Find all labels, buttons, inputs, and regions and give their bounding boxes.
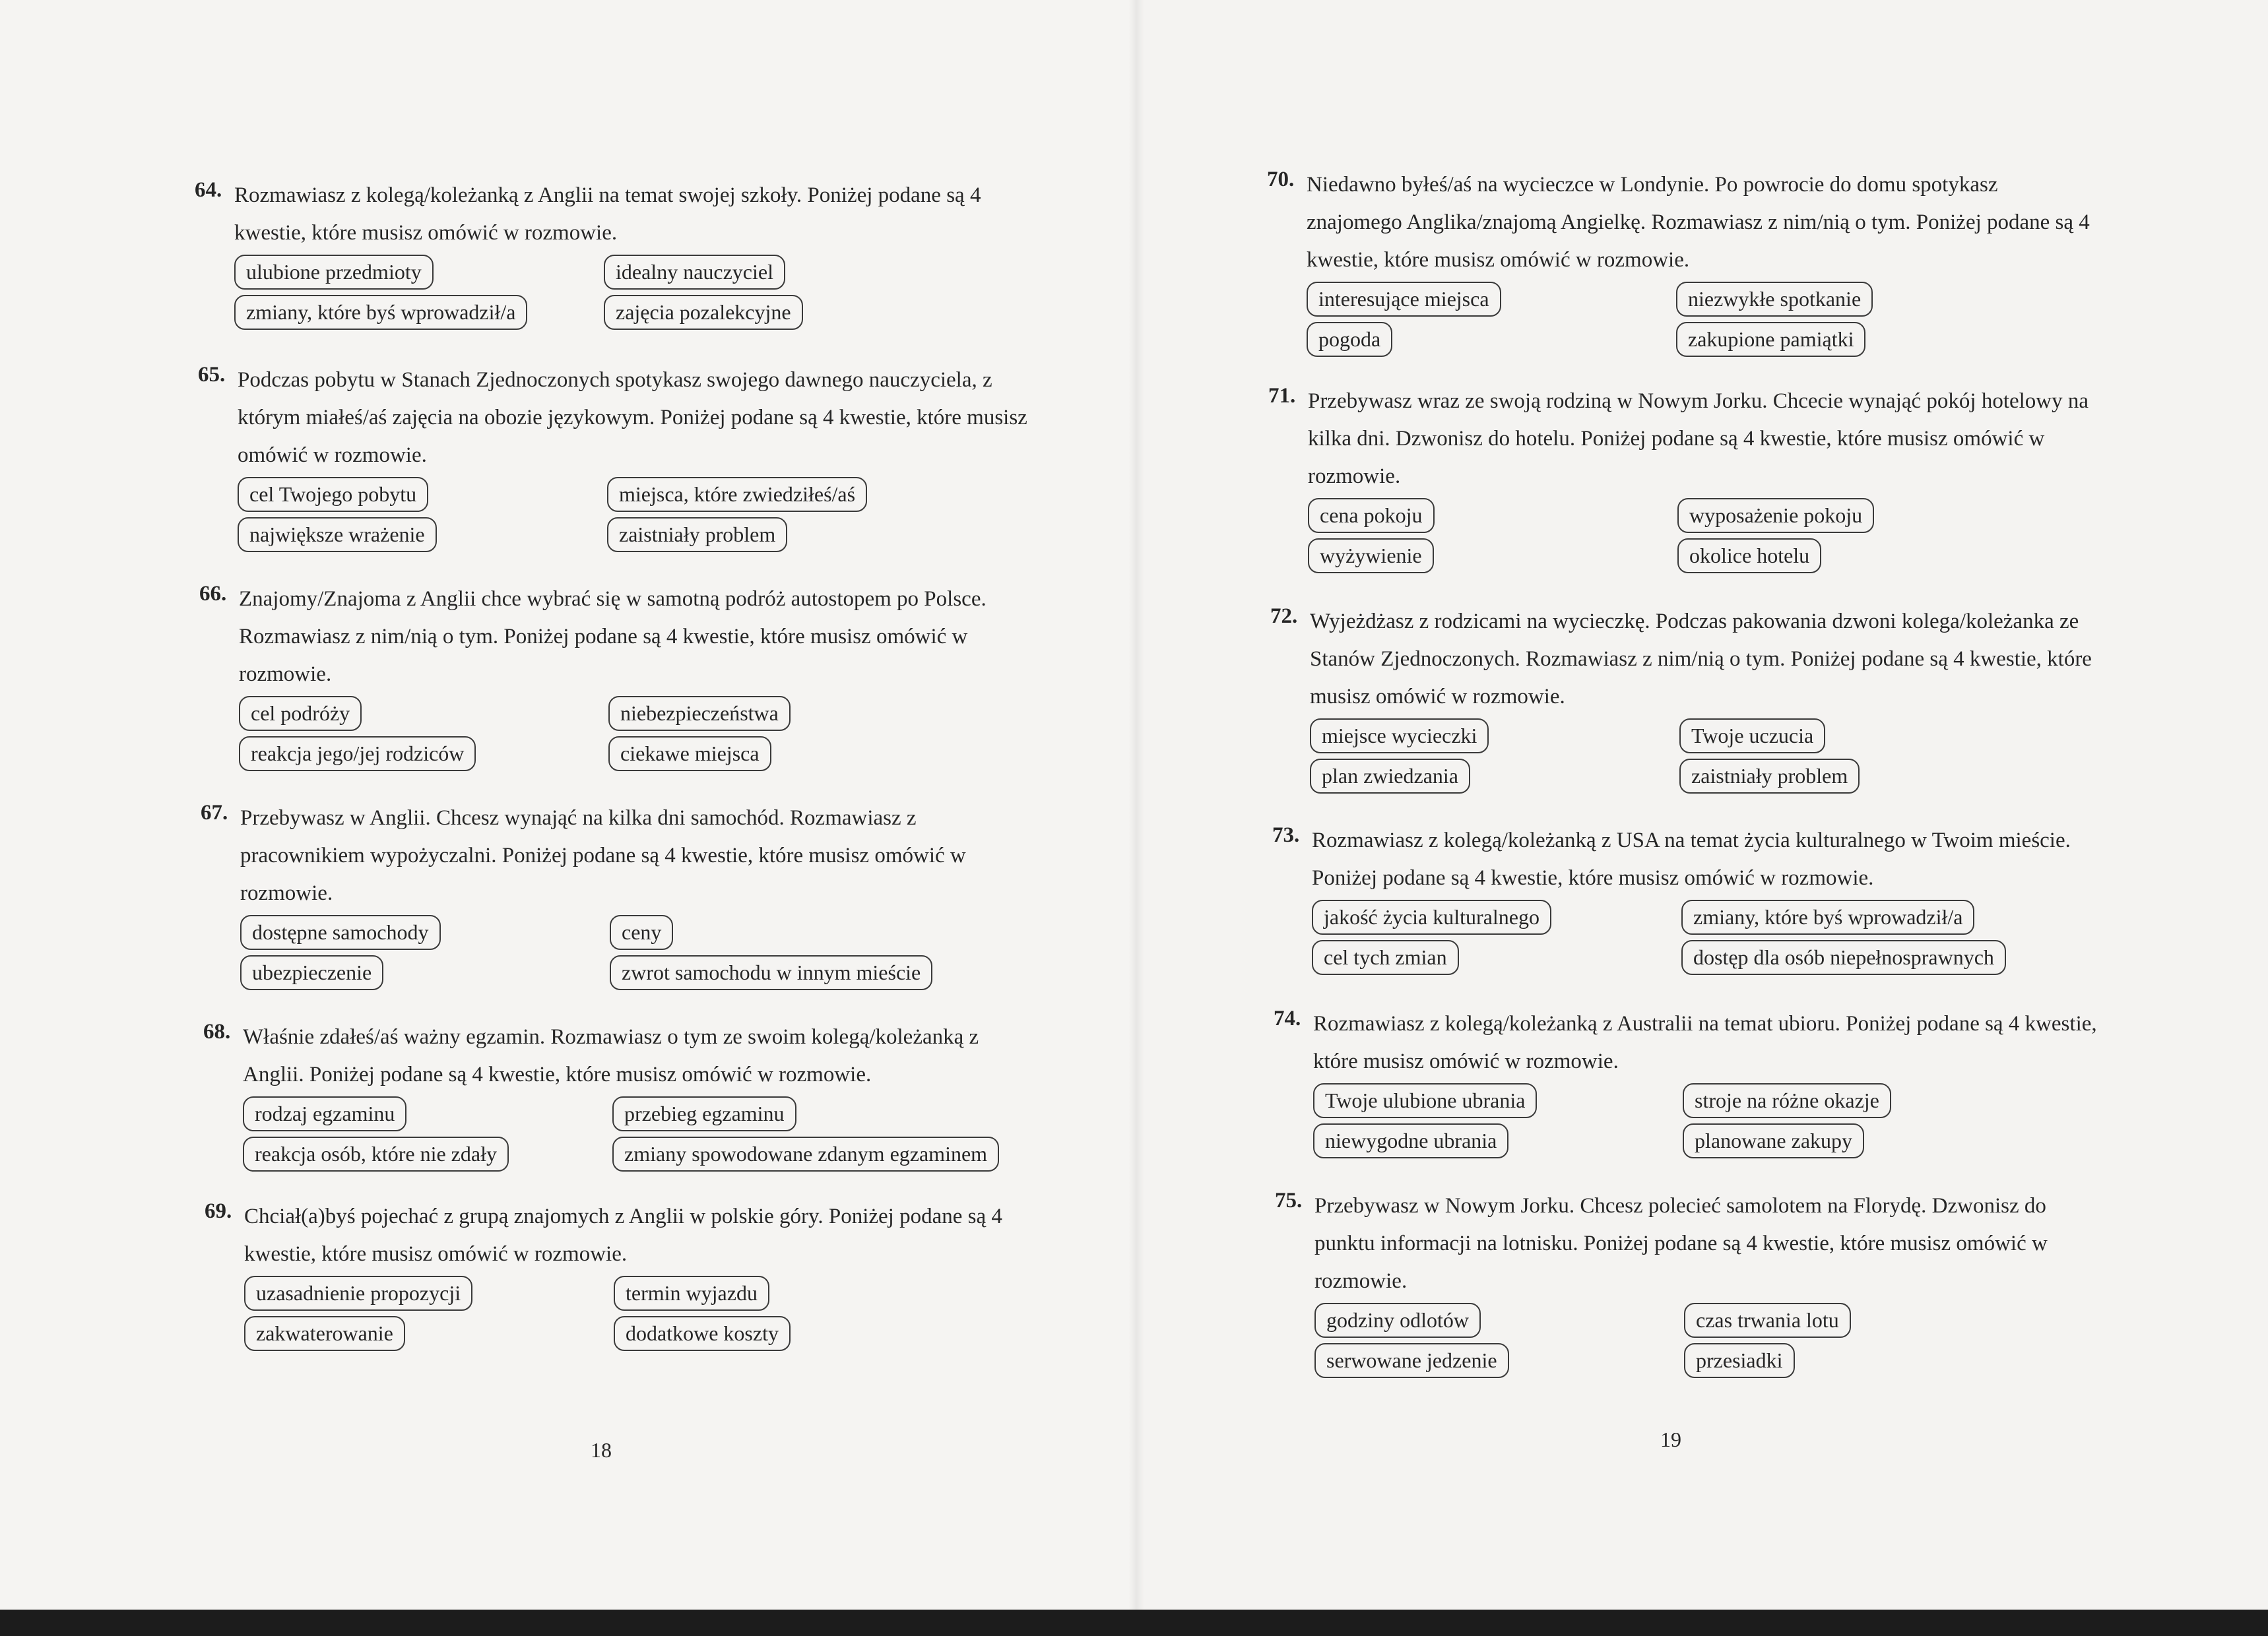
scan-bottom-edge (0, 1610, 2268, 1636)
task-number: 73. (1272, 823, 1300, 847)
task-66 (199, 581, 1057, 771)
topic-grid (234, 255, 1053, 330)
topic-box: pogoda (1307, 322, 1392, 357)
topic-box: niebezpieczeństwa (608, 696, 791, 731)
task-number: 72. (1270, 604, 1298, 628)
task-text: Przebywasz wraz ze swoją rodziną w Nowym Jorku. Chcecie wynająć pokój hotelowy na kilka dni. Dzwonisz do hotelu. Poniżej podane są 4 kwestie, które musisz omówić w rozmowie. (1308, 389, 2089, 488)
topic-grid (239, 696, 1057, 771)
topic-box: cel Twojego pobytu (238, 477, 428, 512)
task-text: Podczas pobytu w Stanach Zjednoczonych spotykasz swojego dawnego nauczyciela, z którym miałeś/aś zajęcia na obozie językowym. Poniżej podane są 4 kwestie, które musisz omówić w rozmowie. (238, 368, 1027, 467)
task-71 (1268, 383, 2126, 573)
topic-box: jakość życia kulturalnego (1312, 900, 1551, 935)
topic-box: Twoje uczucia (1679, 718, 1825, 753)
topic-box: dostępne samochody (240, 915, 441, 950)
topic-box: zakwaterowanie (244, 1316, 405, 1351)
task-number: 68. (203, 1020, 231, 1044)
topic-box: wyżywienie (1308, 538, 1434, 573)
topic-box: planowane zakupy (1683, 1123, 1864, 1158)
topic-box: uzasadnienie propozycji (244, 1276, 472, 1311)
task-text: Chciał(a)byś pojechać z grupą znajomych z Anglii w polskie góry. Poniżej podane są 4 kwestie, które musisz omówić w rozmowie. (244, 1205, 1002, 1266)
topic-box: rodzaj egzaminu (243, 1096, 406, 1131)
topic-box: reakcja osób, które nie zdały (243, 1137, 509, 1172)
task-number: 66. (199, 582, 227, 606)
topic-grid (244, 1276, 1062, 1351)
topic-box: zajęcia pozalekcyjne (604, 295, 803, 330)
task-text: Rozmawiasz z kolegą/koleżanką z Anglii na temat swojej szkoły. Poniżej podane są 4 kwestie, które musisz omówić w rozmowie. (234, 183, 981, 245)
topic-box: miejsce wycieczki (1310, 718, 1489, 753)
task-number: 75. (1275, 1189, 1303, 1212)
task-number: 74. (1274, 1007, 1301, 1030)
topic-box: cel tych zmian (1312, 940, 1459, 975)
topic-box: ceny (610, 915, 673, 950)
topic-box: zmiany spowodowane zdanym egzaminem (612, 1137, 999, 1172)
topic-box: okolice hotelu (1677, 538, 1821, 573)
topic-grid (1314, 1303, 2133, 1378)
topic-box: plan zwiedzania (1310, 759, 1470, 794)
topic-box: reakcja jego/jej rodziców (239, 736, 476, 771)
task-75 (1275, 1187, 2133, 1378)
topic-grid (1307, 282, 2125, 357)
topic-grid (238, 477, 1056, 552)
topic-box: ubezpieczenie (240, 955, 383, 990)
task-70 (1267, 166, 2125, 357)
topic-grid (243, 1096, 1061, 1172)
task-text: Niedawno byłeś/aś na wycieczce w Londynie. Po powrocie do domu spotykasz znajomego Anglika/znajomą Angielkę. Rozmawiasz z nim/nią o tym. Poniżej podane są 4 kwestie, które musisz omówić w rozmowie. (1307, 173, 2090, 272)
topic-grid (240, 915, 1058, 990)
task-69 (205, 1198, 1062, 1351)
left-page (0, 0, 1135, 1610)
topic-box: dostęp dla osób niepełnosprawnych (1681, 940, 2006, 975)
page-number: 19 (1660, 1428, 1681, 1451)
topic-box: cel podróży (239, 696, 362, 731)
topic-box: termin wyjazdu (614, 1276, 769, 1311)
task-67 (201, 800, 1058, 990)
topic-box: największe wrażenie (238, 517, 437, 552)
topic-box: zwrot samochodu w innym mieście (610, 955, 932, 990)
topic-box: wyposażenie pokoju (1677, 498, 1874, 533)
topic-box: ulubione przedmioty (234, 255, 434, 290)
topic-grid (1310, 718, 2128, 794)
topic-grid (1312, 900, 2130, 975)
topic-box: miejsca, które zwiedziłeś/aś (607, 477, 867, 512)
task-text: Przebywasz w Nowym Jorku. Chcesz polecieć samolotem na Florydę. Dzwonisz do punktu informacji na lotnisku. Poniżej podane są 4 kwestie, które musisz omówić w rozmowie. (1314, 1194, 2048, 1293)
task-number: 65. (198, 363, 226, 387)
task-text: Znajomy/Znajoma z Anglii chce wybrać się w samotną podróż autostopem po Polsce. Rozmawiasz z nim/nią o tym. Poniżej podane są 4 kwestie, które musisz omówić w rozmowie. (239, 587, 987, 686)
task-text: Wyjeżdżasz z rodzicami na wycieczkę. Podczas pakowania dzwoni kolega/koleżanka ze Stanów Zjednoczonych. Rozmawiasz z nim/nią o tym. Poniżej podane są 4 kwestie, które musisz omówić w rozmowie. (1310, 610, 2092, 708)
topic-grid (1313, 1083, 2131, 1158)
topic-box: godziny odlotów (1314, 1303, 1481, 1338)
topic-box: dodatkowe koszty (614, 1316, 791, 1351)
topic-grid (1308, 498, 2126, 573)
book-gutter (1128, 0, 1144, 1610)
topic-box: przesiadki (1684, 1343, 1795, 1378)
topic-box: stroje na różne okazje (1683, 1083, 1891, 1118)
task-64 (195, 177, 1053, 330)
topic-box: zmiany, które byś wprowadził/a (1681, 900, 1974, 935)
right-page (1135, 0, 2268, 1610)
task-72 (1270, 603, 2128, 794)
topic-box: serwowane jedzenie (1314, 1343, 1509, 1378)
topic-box: czas trwania lotu (1684, 1303, 1851, 1338)
topic-box: przebieg egzaminu (612, 1096, 796, 1131)
task-68 (203, 1019, 1061, 1172)
topic-box: zmiany, które byś wprowadził/a (234, 295, 527, 330)
task-number: 70. (1267, 168, 1295, 191)
topic-box: interesujące miejsca (1307, 282, 1501, 317)
task-74 (1274, 1005, 2131, 1158)
topic-box: Twoje ulubione ubrania (1313, 1083, 1537, 1118)
topic-box: cena pokoju (1308, 498, 1435, 533)
topic-box: zakupione pamiątki (1676, 322, 1865, 357)
task-text: Rozmawiasz z kolegą/koleżanką z Australii na temat ubioru. Poniżej podane są 4 kwestie, które musisz omówić w rozmowie. (1313, 1012, 2097, 1073)
topic-box: niewygodne ubrania (1313, 1123, 1508, 1158)
page-number: 18 (591, 1438, 612, 1462)
topic-box: zaistniały problem (1679, 759, 1860, 794)
task-text: Właśnie zdałeś/aś ważny egzamin. Rozmawiasz o tym ze swoim kolegą/koleżanką z Anglii. Poniżej podane są 4 kwestie, które musisz omówić w rozmowie. (243, 1025, 979, 1086)
task-number: 67. (201, 801, 228, 825)
task-number: 69. (205, 1199, 232, 1223)
task-number: 71. (1268, 384, 1296, 408)
task-text: Przebywasz w Anglii. Chcesz wynająć na kilka dni samochód. Rozmawiasz z pracownikiem wypożyczalni. Poniżej podane są 4 kwestie, które musisz omówić w rozmowie. (240, 806, 966, 905)
task-73 (1272, 822, 2130, 975)
topic-box: ciekawe miejsca (608, 736, 771, 771)
topic-box: niezwykłe spotkanie (1676, 282, 1873, 317)
task-text: Rozmawiasz z kolegą/koleżanką z USA na temat życia kulturalnego w Twoim mieście. Poniżej podane są 4 kwestie, które musisz omówić w rozmowie. (1312, 829, 2071, 890)
task-65 (198, 362, 1056, 552)
topic-box: zaistniały problem (607, 517, 787, 552)
task-number: 64. (195, 178, 222, 202)
topic-box: idealny nauczyciel (604, 255, 785, 290)
